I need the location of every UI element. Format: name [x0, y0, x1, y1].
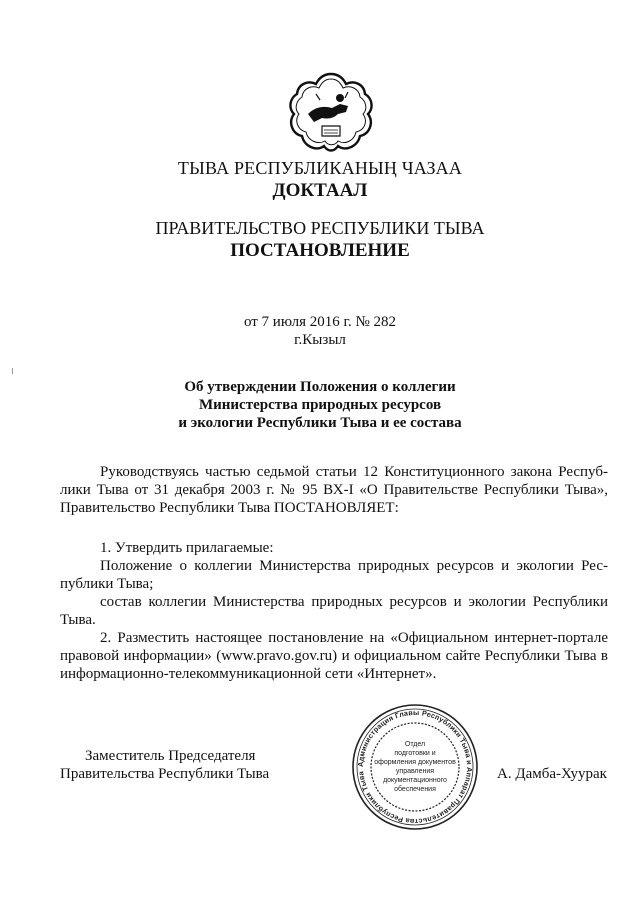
item-1a-line: публики Тыва;: [60, 576, 154, 592]
item-1b-line: Тыва.: [60, 612, 96, 628]
document-city: г.Кызыл: [294, 332, 346, 348]
item-2-line: правовой информации» (www.pravo.gov.ru) и официальном сайте Республики Тыва в: [60, 648, 608, 664]
svg-text:оформления документов: оформления документов: [374, 759, 456, 766]
svg-text:обеспечения: обеспечения: [394, 786, 436, 793]
item-2-line: 2. Разместить настоящее постановление на «Официальном интернет-портале: [100, 630, 608, 646]
item-1a-line: Положение о коллегии Министерства природных ресурсов и экологии Рес-: [100, 558, 608, 574]
title-line: Министерства природных ресурсов: [198, 397, 442, 413]
signatory-position-line2: Правительства Республики Тыва: [60, 766, 270, 782]
item-1: 1. Утвердить прилагаемые:: [100, 540, 274, 556]
header-tuvan-government: ТЫВА РЕСПУБЛИКАНЫҢ ЧАЗАА: [177, 158, 463, 178]
header-russian-doc-type: ПОСТАНОВЛЕНИЕ: [230, 240, 410, 261]
svg-text:Отдел: Отдел: [404, 741, 426, 748]
preamble-line: Руководствуясь частью седьмой статьи 12 Конституционного закона Респуб-: [100, 464, 608, 480]
svg-text:Администрация Главы Республики: Администрация Главы Республики Тыва и Аппарат Правительства Республики Тыва: [355, 707, 475, 827]
item-2-line: информационно-телекоммуникационной сети «Интернет».: [60, 666, 437, 682]
svg-text:управления: управления: [395, 768, 435, 775]
official-stamp: [350, 702, 480, 832]
header-russian-government: ПРАВИТЕЛЬСТВО РЕСПУБЛИКИ ТЫВА: [155, 218, 485, 238]
coat-of-arms-emblem: [288, 70, 374, 156]
document-date-number: от 7 июля 2016 г. № 282: [243, 314, 397, 330]
svg-text:документационного: документационного: [383, 777, 447, 784]
title-line: и экологии Республики Тыва и ее состава: [178, 415, 462, 431]
preamble-line: лики Тыва от 31 декабря 2003 г. № 95 ВХ-I «О Правительстве Республики Тыва»,: [60, 482, 608, 498]
signatory-position-line1: Заместитель Председателя: [85, 748, 256, 764]
margin-mark: [12, 368, 13, 374]
document-title: [0, 378, 640, 432]
title-line: Об утверждении Положения о коллегии: [184, 379, 456, 395]
item-1b-line: состав коллегии Министерства природных ресурсов и экологии Республики: [100, 594, 608, 610]
preamble-line: Правительство Республики Тыва ПОСТАНОВЛЯЕТ:: [60, 500, 399, 516]
header-tuvan-doc-type: ДОКТААЛ: [272, 180, 368, 201]
svg-text:подготовки и: подготовки и: [394, 750, 436, 757]
signatory-name: А. Дамба-Хуурак: [497, 766, 607, 782]
